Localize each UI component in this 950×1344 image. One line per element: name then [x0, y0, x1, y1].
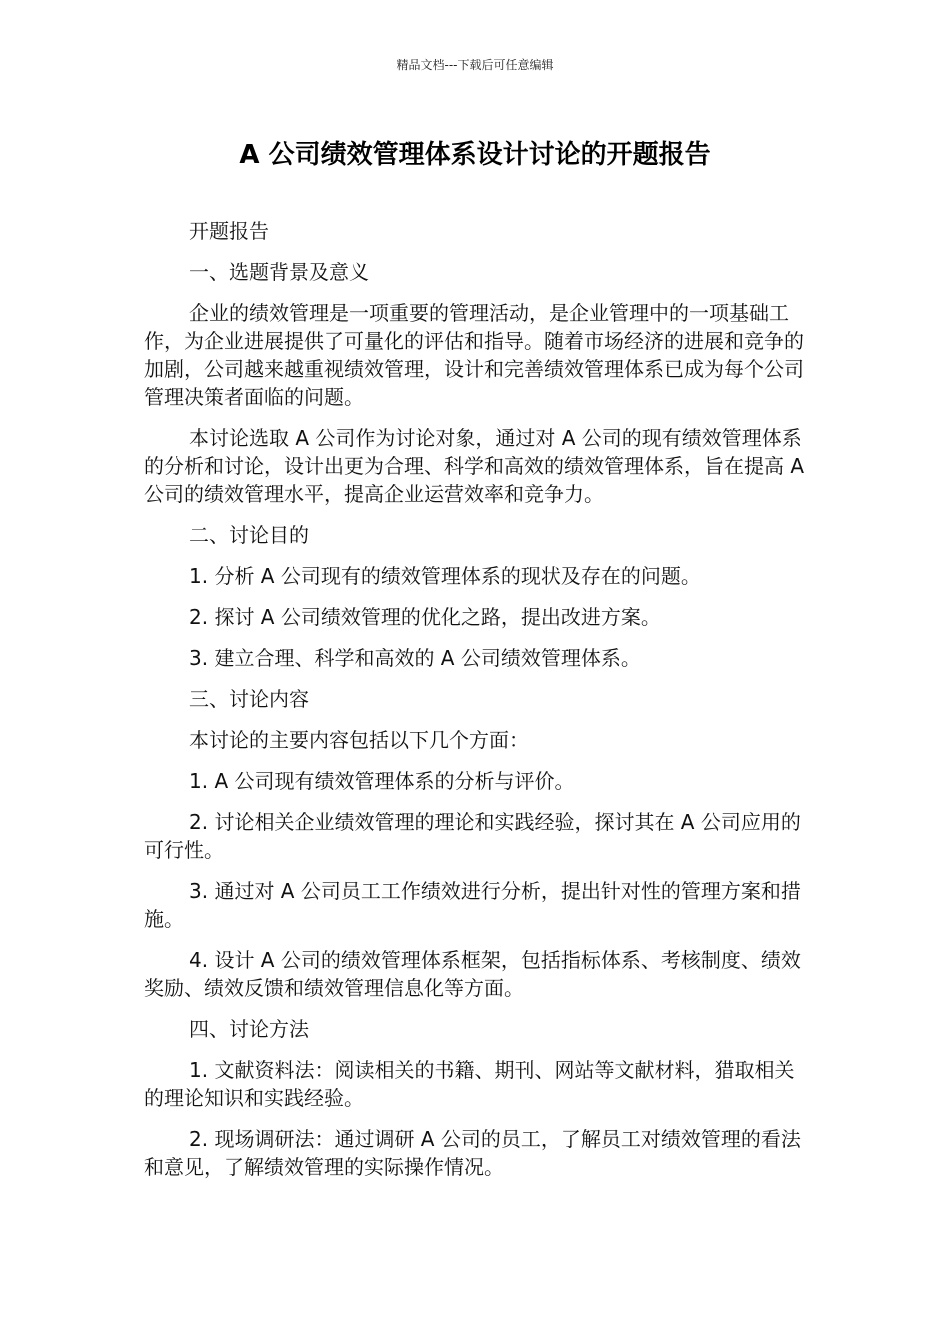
list-item-content-2: 2. 讨论相关企业绩效管理的理论和实践经验，探讨其在 A 公司应用的可行性。 — [144, 810, 801, 862]
section-heading-methods: 四、讨论方法 — [189, 1017, 309, 1041]
document-title: A 公司绩效管理体系设计讨论的开题报告 — [239, 140, 711, 170]
paragraph-report-label: 开题报告 — [189, 219, 269, 243]
list-item-content-4: 4. 设计 A 公司的绩效管理体系框架，包括指标体系、考核制度、绩效奖励、绩效反馈和绩效管理信息化等方面。 — [144, 948, 801, 1000]
paragraph-background-1: 企业的绩效管理是一项重要的管理活动，是企业管理中的一项基础工作，为企业进展提供了可量化的评估和指导。随着市场经济的进展和竞争的加剧，公司越来越重视绩效管理，设计和完善绩效管理体系已成为每个公司管理决策者面临的问题。 — [144, 301, 804, 409]
section-heading-purpose: 二、讨论目的 — [189, 523, 309, 547]
page-header: 精品文档---下载后可任意编辑 — [396, 58, 554, 72]
list-item-content-1: 1. A 公司现有绩效管理体系的分析与评价。 — [189, 769, 575, 793]
section-heading-content: 三、讨论内容 — [189, 687, 309, 711]
list-item-content-3: 3. 通过对 A 公司员工工作绩效进行分析，提出针对性的管理方案和措施。 — [144, 879, 801, 931]
list-item-method-2: 2. 现场调研法：通过调研 A 公司的员工，了解员工对绩效管理的看法和意见，了解绩效管理的实际操作情况。 — [144, 1127, 801, 1179]
paragraph-content-intro: 本讨论的主要内容包括以下几个方面： — [189, 728, 529, 752]
document-body — [144, 217, 806, 1194]
section-heading-background: 一、选题背景及意义 — [189, 260, 369, 284]
list-item-purpose-1: 1. 分析 A 公司现有的绩效管理体系的现状及存在的问题。 — [189, 564, 701, 588]
list-item-purpose-3: 3. 建立合理、科学和高效的 A 公司绩效管理体系。 — [189, 646, 641, 670]
list-item-purpose-2: 2. 探讨 A 公司绩效管理的优化之路，提出改进方案。 — [189, 605, 661, 629]
list-item-method-1: 1. 文献资料法：阅读相关的书籍、期刊、网站等文献材料，猎取相关的理论知识和实践经验。 — [144, 1058, 795, 1110]
paragraph-background-2: 本讨论选取 A 公司作为讨论对象，通过对 A 公司的现有绩效管理体系的分析和讨论，设计出更为合理、科学和高效的绩效管理体系，旨在提高 A 公司的绩效管理水平，提高企业运营效率和竞争力。 — [144, 426, 805, 506]
